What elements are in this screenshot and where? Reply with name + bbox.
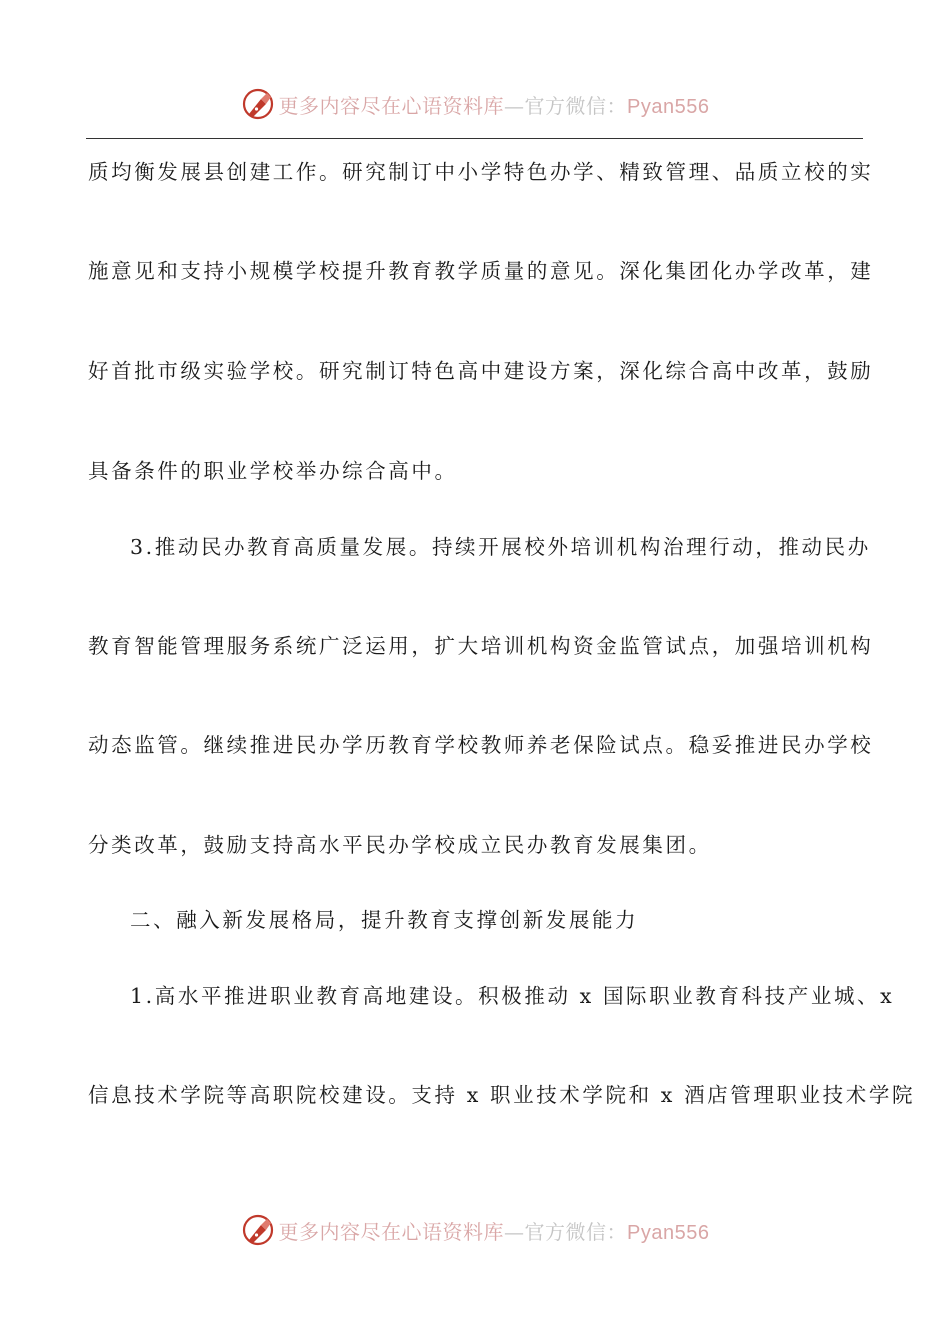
body-line-11: 信息技术学院等高职院校建设。支持 x 职业技术学院和 x 酒店管理职业技术学院 (88, 1083, 916, 1107)
header-banner-wechat-id: Pyan556 (627, 95, 710, 118)
header-banner (0, 84, 950, 124)
body-line-6: 教育智能管理服务系统广泛运用，扩大培训机构资金监管试点，加强培训机构 (88, 634, 874, 658)
body-line-4: 具备条件的职业学校举办综合高中。 (88, 459, 458, 483)
footer-banner-sep: — (504, 1219, 525, 1244)
section-1-heading-line: 1.高水平推进职业教育高地建设。积极推动 x 国际职业教育科技产业城、x (130, 984, 895, 1008)
header-banner-wechat-label: 官方微信： (524, 93, 628, 118)
header-banner-sep: — (504, 93, 525, 118)
header-banner-text (279, 90, 710, 119)
pen-nib-logo-icon (241, 1213, 275, 1247)
pen-nib-logo-icon (241, 87, 275, 121)
body-line-8: 分类改革，鼓励支持高水平民办学校成立民办教育发展集团。 (88, 833, 712, 857)
footer-banner-wechat-id: Pyan556 (627, 1221, 710, 1244)
body-line-3: 好首批市级实验学校。研究制订特色高中建设方案，深化综合高中改革，鼓励 (88, 359, 874, 383)
header-banner-main: 更多内容尽在心语资料库 (278, 93, 505, 118)
footer-banner-main: 更多内容尽在心语资料库 (278, 1219, 505, 1244)
header-divider (86, 138, 863, 139)
section-3-heading-line: 3.推动民办教育高质量发展。持续开展校外培训机构治理行动，推动民办 (130, 535, 871, 559)
body-line-7: 动态监管。继续推进民办学历教育学校教师养老保险试点。稳妥推进民办学校 (88, 733, 874, 757)
footer-banner-wechat-label: 官方微信： (524, 1219, 628, 1244)
footer-banner-text (279, 1216, 710, 1245)
body-line-2: 施意见和支持小规模学校提升教育教学质量的意见。深化集团化办学改革，建 (88, 259, 874, 283)
body-line-1: 质均衡发展县创建工作。研究制订中小学特色办学、精致管理、品质立校的实 (88, 160, 874, 184)
footer-banner (0, 1210, 950, 1250)
section-two-heading: 二、融入新发展格局，提升教育支撑创新发展能力 (130, 908, 639, 932)
